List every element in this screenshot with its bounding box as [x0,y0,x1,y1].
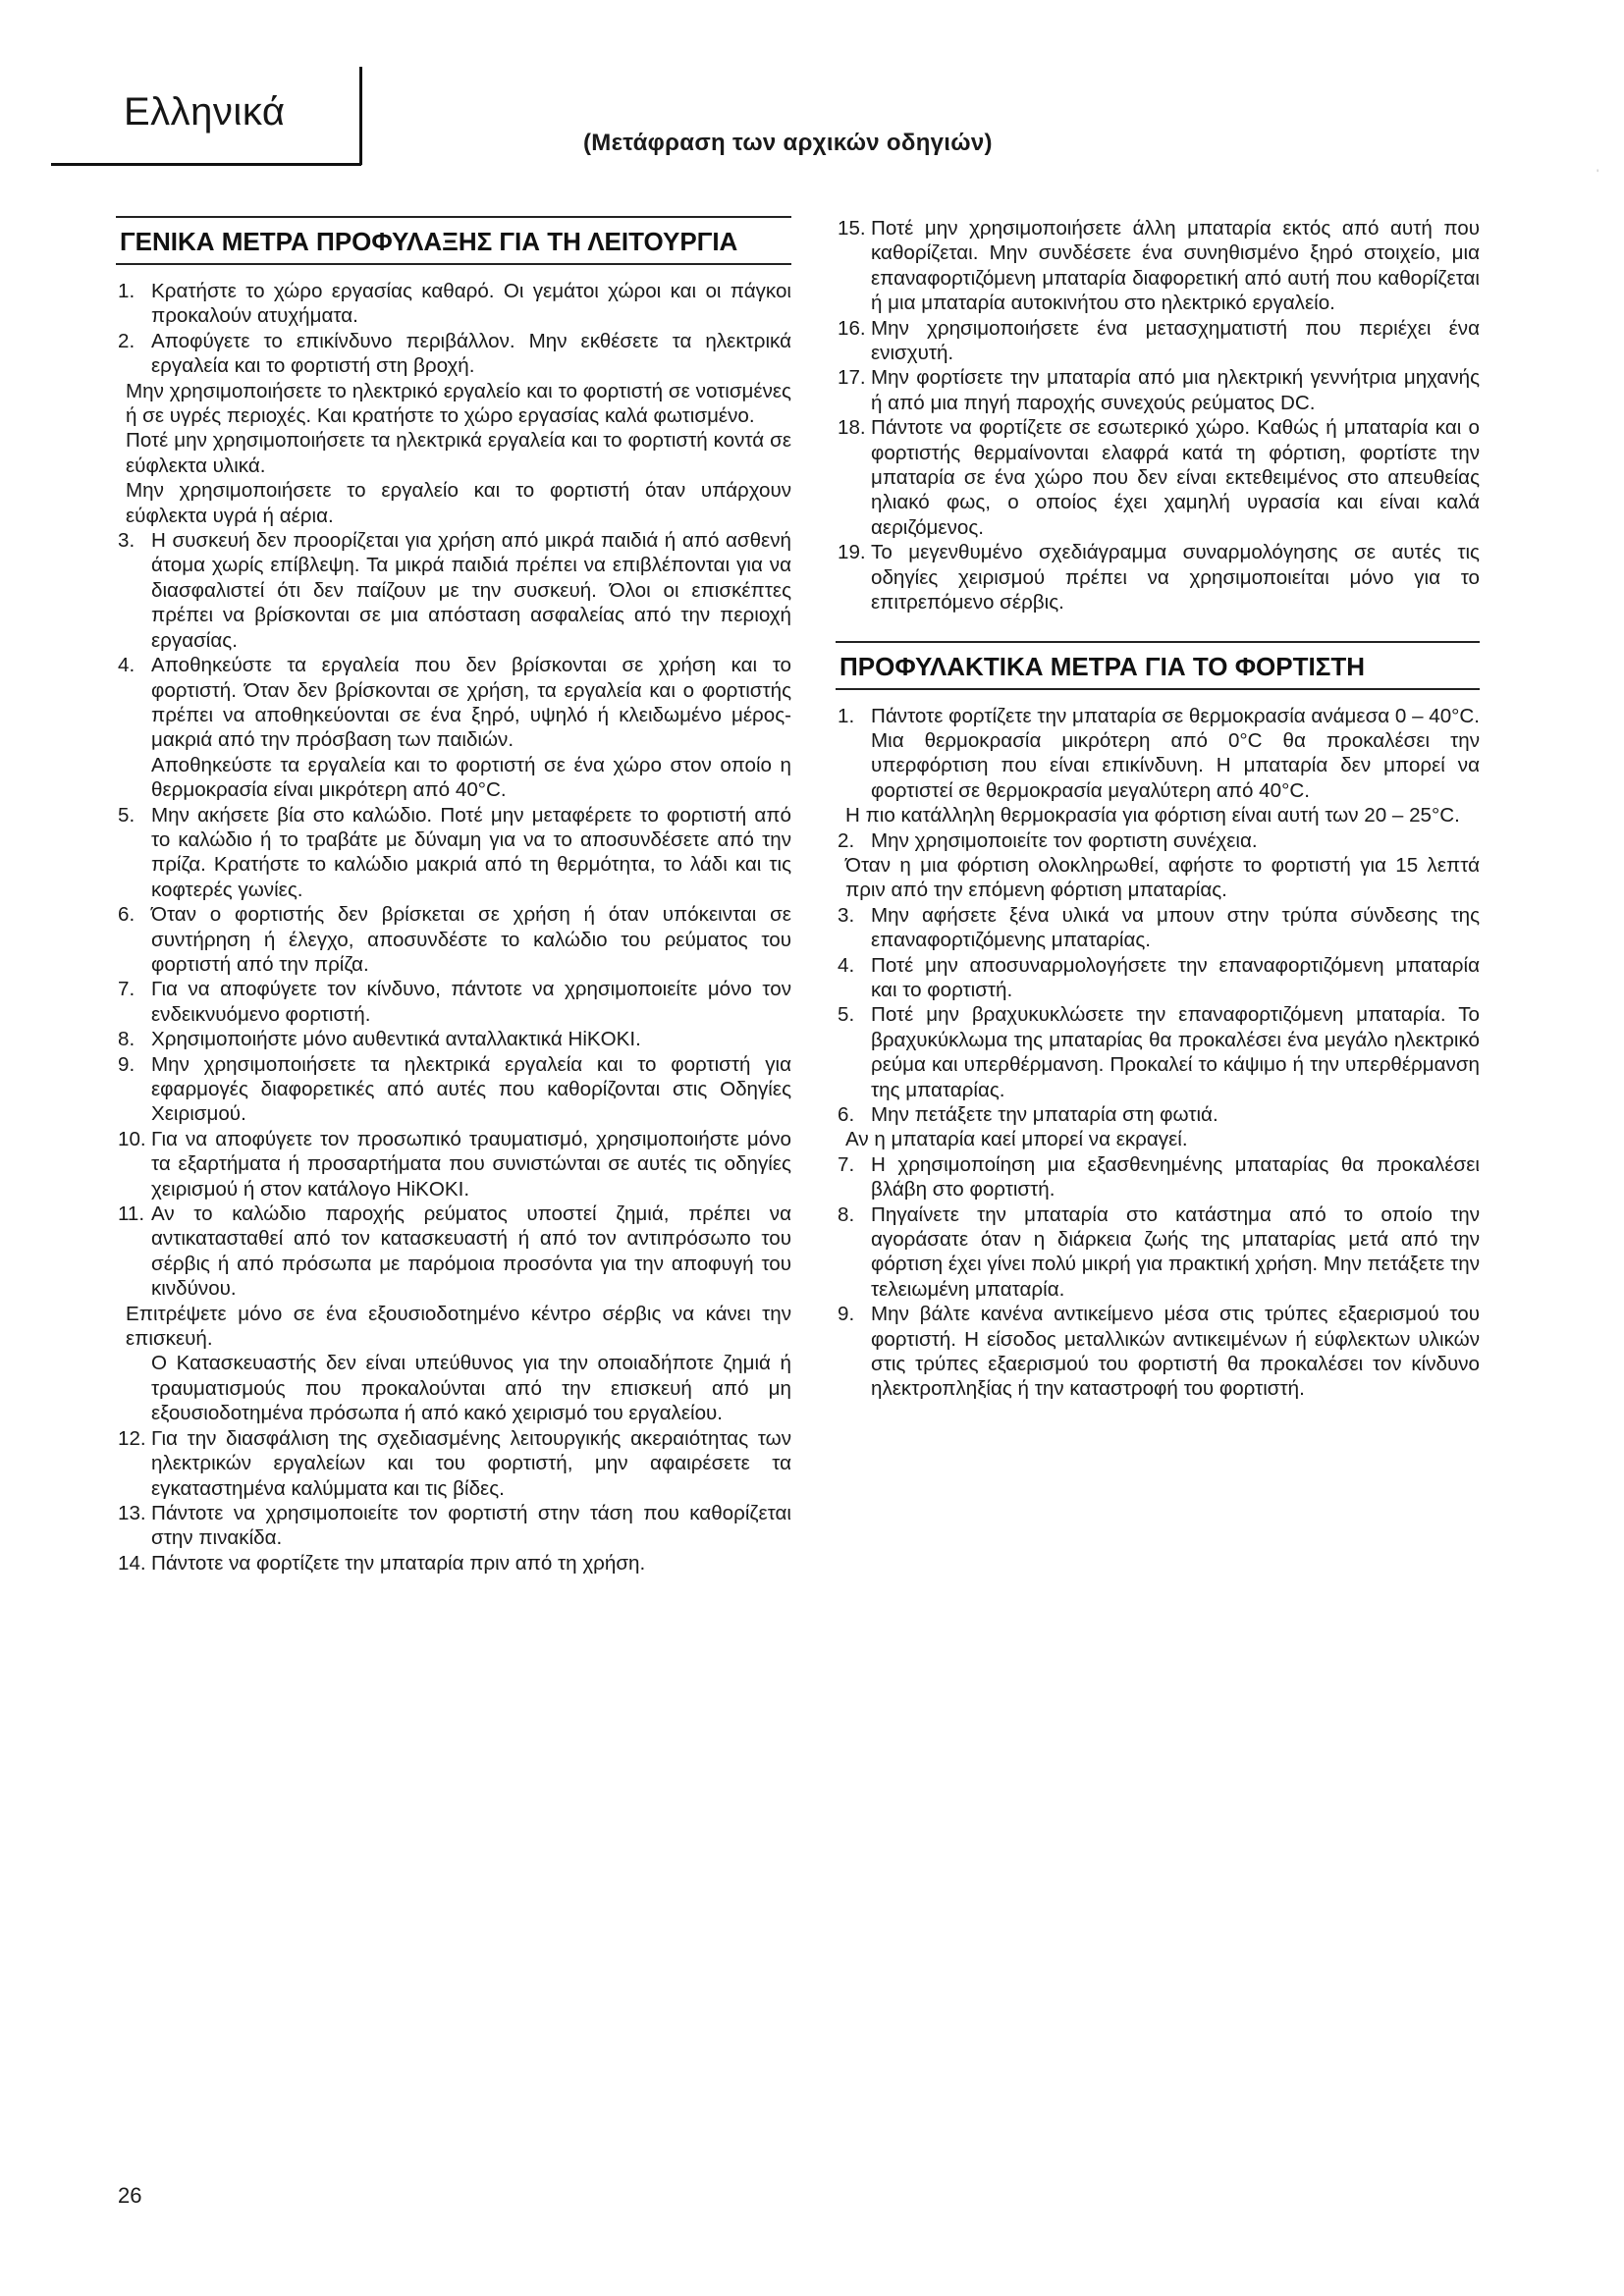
item-text: Αν το καλώδιο παροχής ρεύματος υποστεί ζημιά, πρέπει να αντικατασταθεί από τον κατασκευαστή ή από τον αντιπρόσωπο του σέρβις ή από πρόσωπα με παρόμοια προσόντα για την αποφυγή του κινδύνου. [151,1202,791,1301]
item-text: Πάντοτε να φορτίζετε την μπαταρία πριν από τη χρήση. [151,1551,646,1575]
item-number: 12. [118,1426,146,1450]
list-item [116,1501,791,1551]
item-number: 4. [838,953,855,977]
list-item [836,1002,1480,1102]
language-title: Ελληνικά [124,90,286,133]
item-text: Μην ακήσετε βία στο καλώδιο. Ποτέ μην μεταφέρετε το φορτιστή από το καλώδιο ή το τραβάτε με δύναμη για να το αποσυνδέσετε από την πρίζα. Κρατήστε το καλώδιο μακριά από τη θερμότητα, το λάδι και τις κοφτερές γωνίες. [151,803,791,901]
item-number: 7. [118,978,135,1001]
item-text: Πάντοτε φορτίζετε την μπαταρία σε θερμοκρασία ανάμεσα 0 – 40°C. Μια θερμοκρασία μικρότερη από 0°C θα προκαλέσει την υπερφόρτιση που είναι επικίνδυνη. Η μπαταρία δεν μπορεί να φορτιστεί σε θερμοκρασία μεγαλύτερη από 40°C. [871,704,1481,802]
left-column [116,216,791,1575]
item-number: 3. [838,903,855,927]
item-number: 9. [838,1303,855,1326]
list-item [116,279,791,329]
list-item [836,216,1480,316]
item-number: 10. [118,1127,146,1150]
list-item [836,1302,1480,1402]
item-number: 1. [118,280,135,302]
list-item [836,1202,1480,1303]
list-item [836,415,1480,540]
item-number: 6. [118,903,135,927]
item-number: 3. [118,529,135,553]
item-text: Αποθηκεύστε τα εργαλεία και το φορτιστή σε ένα χώρο στον οποίο η θερμοκρασία είναι μικρότερη από 40°C. [151,753,791,802]
scan-mark: ' [1597,167,1599,181]
item-text: Μην χρησιμοποιήσετε ένα μετασχηματιστή που περιέχει ένα ενισχυτή. [871,316,1480,365]
item-number: 1. [838,704,855,727]
item-number: 11. [118,1202,145,1226]
item-number: 18. [838,416,866,440]
item-text: Η χρησιμοποίηση μια εξασθενημένης μπαταρίας θα προκαλέσει βλάβη στο φορτιστή. [871,1152,1480,1201]
item-number: 14. [118,1551,146,1575]
item-text: Ποτέ μην αποσυναρμολογήσετε την επαναφορτιζόμενη μπαταρία και το φορτιστή. [871,953,1480,1001]
item-text: Μην χρησιμοποιήσετε το ηλεκτρικό εργαλείο και το φορτιστή σε νοτισμένες ή σε υγρές περιοχές. Και κρατήστε το χώρο εργασίας καλά φωτισμένο. [126,379,791,428]
item-text: Πηγαίνετε την μπαταρία στο κατάστημα από το οποίο την αγοράσατε όταν η διάρκεια ζωής της μπαταρίας μετά από την φόρτιση έχει γίνει πολύ μικρή για πρακτική χρήση. Μην πετάξετε την τελειωμένη μπαταρία. [871,1202,1480,1301]
list-item [836,903,1480,953]
page-number: 26 [118,2183,142,2208]
item-text: Η πιο κατάλληλη θερμοκρασία για φόρτιση είναι αυτή των 20 – 25°C. [845,804,1460,828]
item-number: 9. [118,1052,135,1076]
item-text: Όταν η μια φόρτιση ολοκληρωθεί, αφήστε το φορτιστή για 15 λεπτά πριν από την επόμενη φόρτιση μπαταρίας. [845,853,1480,902]
item-number: 2. [838,828,855,852]
general-precautions-list-continued [836,216,1480,615]
item-text: Μην βάλτε κανένα αντικείμενο μέσα στις τρύπες εξαερισμού του φορτιστή. Η είσοδος μεταλλικών αντικειμένων ή εύφλεκτων υλικών στις τρύπες εξαερισμού του φορτιστή θα προκαλέσει τον κίνδυνο ηλεκτροπληξίας ή την καταστροφή του φορτιστή. [871,1303,1480,1401]
list-item [116,1426,791,1501]
item-number: 17. [838,366,866,390]
item-number: 15. [838,217,866,240]
item-number: 6. [838,1103,855,1126]
item-number: 19. [838,541,866,564]
item-text: Χρησιμοποιήστε μόνο αυθεντικά ανταλλακτικά HiKOKI. [151,1028,641,1051]
translation-subtitle: (Μετάφραση των αρχικών οδηγιών) [583,130,993,156]
title-underline [51,163,361,166]
list-item [116,653,791,802]
list-item [836,316,1480,366]
item-text: Αποθηκεύστε τα εργαλεία που δεν βρίσκονται σε χρήση και το φορτιστή. Όταν δεν βρίσκονται σε χρήση, τα εργαλεία και ο φορτιστής πρέπει να αποθηκεύονται σε ένα ξηρό, υψηλό ή κλειδωμένο μέρος-μακριά από την πρόσβαση των παιδιών. [151,654,791,752]
item-text: Μην χρησιμοποιήσετε το εργαλείο και το φορτιστή όταν υπάρχουν εύφλεκτα υγρά ή αέρια. [126,479,791,527]
item-number: 7. [838,1152,855,1176]
list-item [116,329,791,528]
item-text: Ο Κατασκευαστής δεν είναι υπεύθυνος για την οποιαδήποτε ζημιά ή τραυματισμούς που προκαλούνται από την επισκευή από μη εξουσιοδοτημένα πρόσωπα ή από κακό χειρισμό του εργαλείου. [151,1352,791,1425]
item-text: Μην χρησιμοποιήσετε τα ηλεκτρικά εργαλεία και το φορτιστή για εφαρμογές διαφορετικές από αυτές που καθορίζονται στις Οδηγίες Χειρισμού. [151,1052,791,1126]
item-number: 8. [838,1202,855,1226]
list-item [116,1052,791,1127]
item-text: Ποτέ μην χρησιμοποιήσετε άλλη μπαταρία εκτός από αυτή που καθορίζεται. Μην συνδέσετε ένα συνηθισμένο ξηρό στοιχείο, μια επαναφορτιζόμενη μπαταρία διαφορετική από αυτή που καθορίζεται ή μια μπαταρία αυτοκινήτου στο ηλεκτρικό εργαλείο. [871,217,1480,315]
item-text: Μην αφήσετε ξένα υλικά να μπουν στην τρύπα σύνδεσης της επαναφορτιζόμενης μπαταρίας. [871,903,1480,952]
list-item [116,803,791,903]
item-text: Το μεγενθυμένο σχεδιάγραμμα συναρμολόγησης σε αυτές τις οδηγίες χειρισμού πρέπει να χρησιμοποιείται μόνο για το επιτρεπόμενο σέρβις. [871,541,1480,614]
list-item [836,1152,1480,1202]
item-number: 4. [118,654,135,677]
list-item [116,1201,791,1426]
item-text: Μην φορτίσετε την μπαταρία από μια ηλεκτρική γεννήτρια μηχανής ή από μια πηγή παροχής συνεχούς ρεύματος DC. [871,366,1480,414]
item-text: Ποτέ μην βραχυκυκλώσετε την επαναφορτιζόμενη μπαταρία. Το βραχυκύκλωμα της μπαταρίας θα προκαλέσει ένα μεγάλο ηλεκτρικό ρεύμα και υπερθέρμανση. Προκαλεί το κάψιμο ή την υπερθέρμανση της μπαταρίας. [871,1003,1480,1101]
list-item [836,1102,1480,1152]
list-item [116,902,791,977]
list-item [836,540,1480,614]
item-text: Ποτέ μην χρησιμοποιήσετε τα ηλεκτρικά εργαλεία και το φορτιστή κοντά σε εύφλεκτα υλικά. [126,429,791,477]
item-text: Μην χρησιμοποιείτε τον φορτιστη συνέχεια. [871,828,1258,852]
item-text: Μην πετάξετε την μπαταρία στη φωτιά. [871,1103,1218,1126]
item-text: Όταν ο φορτιστής δεν βρίσκεται σε χρήση ή όταν υπόκεινται σε συντήρηση ή έλεγχο, αποσυνδέστε το καλώδιο του ρεύματος του φορτιστή από την πρίζα. [151,903,791,976]
list-item [116,1551,791,1575]
item-number: 5. [118,803,135,827]
list-item [836,953,1480,1003]
item-text: Για την διασφάλιση της σχεδιασμένης λειτουργικής ακεραιότητας των ηλεκτρικών εργαλείων και του φορτιστή, μην αφαιρέσετε τα εγκαταστημένα καλύμματα και τις βίδες. [151,1426,791,1500]
item-text: Για να αποφύγετε τον προσωπικό τραυματισμό, χρησιμοποιήστε μόνο τα εξαρτήματα ή προσαρτήματα που συνιστώνται σε αυτές τις οδηγίες χειρισμού ή στον κατάλογο HiKOKI. [151,1127,791,1201]
item-text: Για να αποφύγετε τον κίνδυνο, πάντοτε να χρησιμοποιείτε μόνο τον ενδεικνυόμενο φορτιστή. [151,978,791,1026]
list-item [836,828,1480,903]
item-number: 2. [118,329,135,352]
general-precautions-heading: ΓΕΝΙΚΑ ΜΕΤΡΑ ΠΡΟΦΥΛΑΞΗΣ ΓΙΑ ΤΗ ΛΕΙΤΟΥΡΓΙΑ [116,216,791,265]
item-number: 13. [118,1501,146,1524]
item-text: Κρατήστε το χώρο εργασίας καθαρό. Οι γεμάτοι χώροι και οι πάγκοι προκαλούν ατυχήματα. [151,280,791,328]
item-text: Αν η μπαταρία καεί μπορεί να εκραγεί. [845,1128,1188,1151]
charger-precautions-list [836,704,1480,1402]
list-item [116,977,791,1027]
right-column [836,216,1480,1402]
item-number: 16. [838,316,866,340]
charger-precautions-heading: ΠΡΟΦΥΛΑΚΤΙΚΑ ΜΕΤΡΑ ΓΙΑ ΤΟ ΦΟΡΤΙΣΤΗ [836,641,1480,690]
list-item [116,1027,791,1051]
list-item [116,528,791,653]
item-number: 8. [118,1028,135,1051]
item-number: 5. [838,1003,855,1027]
list-item [116,1127,791,1201]
title-divider [359,67,362,165]
list-item [836,704,1480,828]
item-text: Η συσκευή δεν προορίζεται για χρήση από μικρά παιδιά ή από ασθενή άτομα χωρίς επίβλεψη. Τα μικρά παιδιά πρέπει να επιβλέπονται για να διασφαλιστεί ότι δεν παίζουν με την συσκευή. Όλοι οι επισκέπτες πρέπει να βρίσκονται σε μια απόσταση ασφαλείας από την περιοχή εργασίας. [151,529,791,652]
item-text: Επιτρέψετε μόνο σε ένα εξουσιοδοτημένο κέντρο σέρβις να κάνει την επισκευή. [126,1302,791,1351]
item-text: Αποφύγετε το επικίνδυνο περιβάλλον. Μην εκθέσετε τα ηλεκτρικά εργαλεία και το φορτιστή στη βροχή. [151,329,791,378]
general-precautions-list [116,279,791,1575]
item-text: Πάντοτε να χρησιμοποιείτε τον φορτιστή στην τάση που καθορίζεται στην πινακίδα. [151,1501,791,1550]
item-text: Πάντοτε να φορτίζετε σε εσωτερικό χώρο. Καθώς ή μπαταρία και ο φορτιστής θερμαίνονται ελαφρά κατά τη φόρτιση, φορτίστε την μπαταρία σε ένα χώρο που δεν είναι εκτεθειμένος στο απευθείας ηλιακό φως, ο οποίος έχει χαμηλή υγρασία και είναι καλά αεριζόμενος. [871,416,1480,539]
list-item [836,365,1480,415]
